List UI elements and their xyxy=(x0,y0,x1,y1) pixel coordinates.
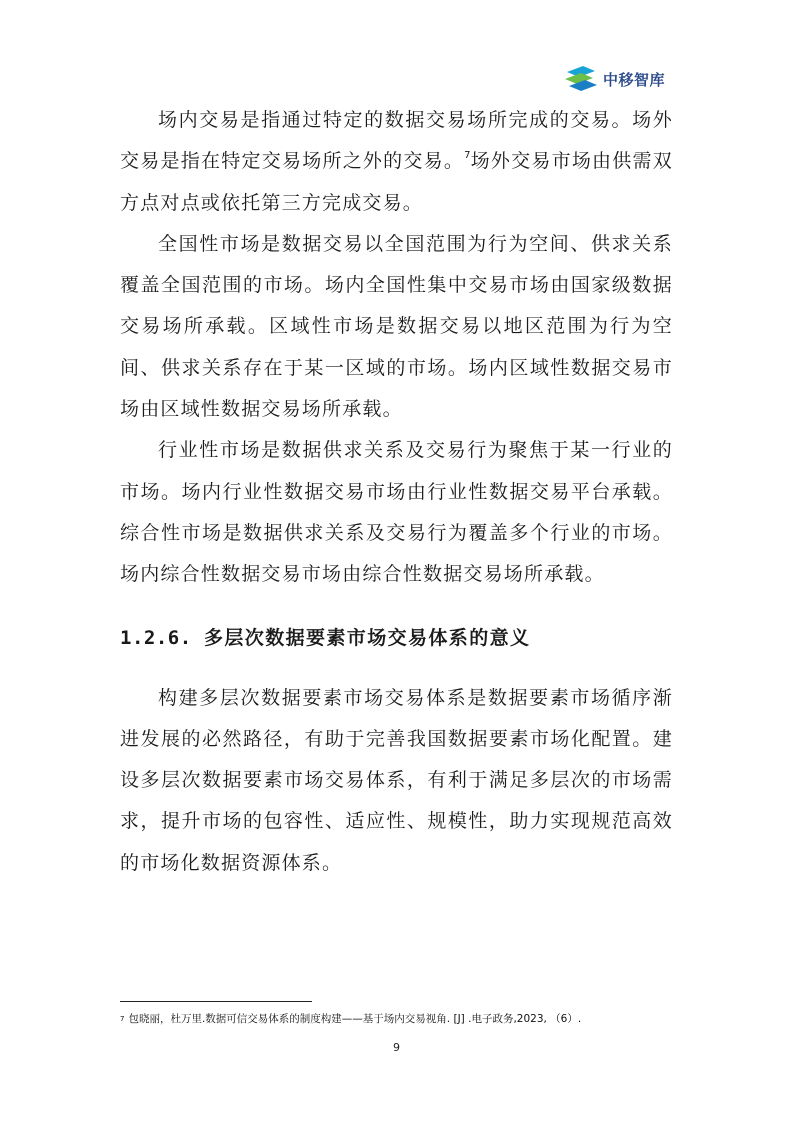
footnote-divider xyxy=(120,1001,312,1002)
footnote xyxy=(120,1011,680,1027)
section-title: 多层次数据要素市场交易体系的意义 xyxy=(204,626,531,649)
logo-text: 中移智库 xyxy=(603,70,666,89)
footnote-text: 包晓丽，杜万里.数据可信交易体系的制度构建——基于场内交易视角. [J] .电子政务,2023, （6）. xyxy=(128,1013,582,1025)
section-heading xyxy=(120,620,673,656)
paragraph: 行业性市场是数据供求关系及交易行为聚焦于某一行业的市场。场内行业性数据交易市场由行业性数据交易平台承载。综合性市场是数据供求关系及交易行为覆盖多个行业的市场。场内综合性数据交易市场由综合性数据交易场所承载。 xyxy=(120,439,673,586)
paragraph: 全国性市场是数据交易以全国范围为行为空间、供求关系覆盖全国范围的市场。场内全国性集中交易市场由国家级数据交易场所承载。区域性市场是数据交易以地区范围为行为空间、供求关系存在于某一区域的市场。场内区域性数据交易市场由区域性数据交易场所承载。 xyxy=(120,232,673,421)
cmcc-think-tank-logo-icon xyxy=(563,64,599,94)
page-body xyxy=(120,100,673,884)
footnote-mark: 7 xyxy=(120,1015,125,1023)
page-number: 9 xyxy=(393,1041,400,1054)
header-logo xyxy=(563,62,681,96)
paragraph xyxy=(120,100,673,224)
paragraph-text: 场外交易市场由供需双方点对点或依托第三方完成交易。 xyxy=(120,150,673,214)
section-number: 1.2.6. xyxy=(120,626,192,649)
paragraph: 构建多层次数据要素市场交易体系是数据要素市场循序渐进发展的必然路径，有助于完善我国数据要素市场化配置。建设多层次数据要素市场交易体系，有利于满足多层次的市场需求，提升市场的包容性、适应性、规模性，助力实现规范高效的市场化数据资源体系。 xyxy=(120,686,673,874)
footnote-reference: 7 xyxy=(464,150,471,162)
paragraph-text: 场内交易是指通过特定的数据交易场所完成的交易。场外交易是指在特定交易场所之外的交易。 xyxy=(120,109,673,173)
